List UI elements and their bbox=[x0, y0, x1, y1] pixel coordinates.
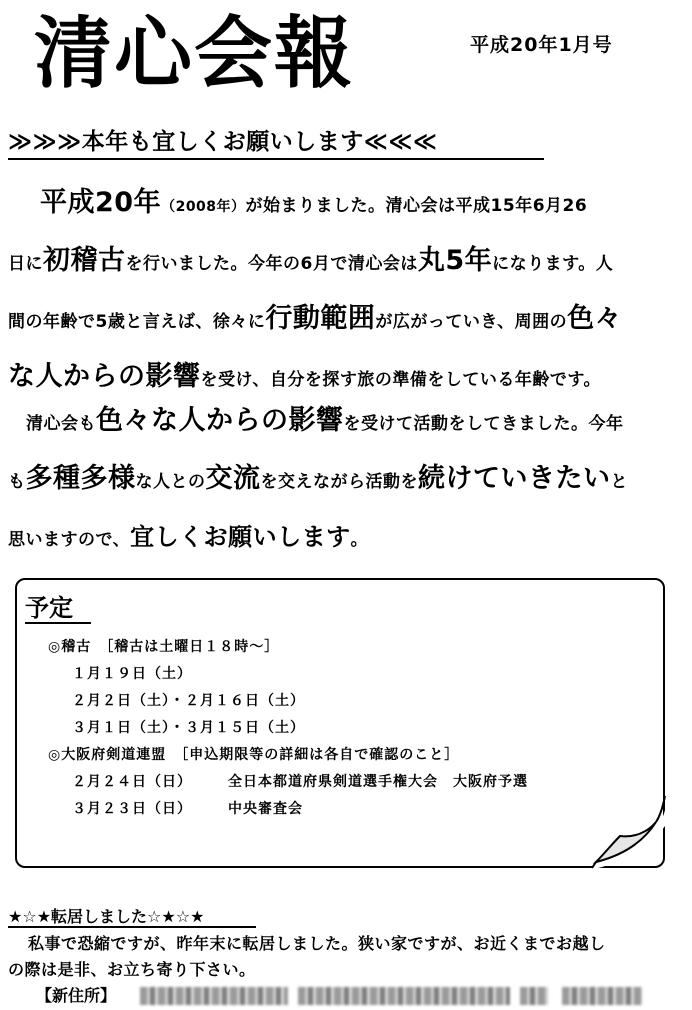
body-text: 思いますので、 bbox=[8, 530, 131, 550]
paragraph-line bbox=[8, 392, 688, 450]
greeting-headline: ≫≫≫本年も宜しくお願いします≪≪≪ bbox=[8, 129, 438, 155]
moving-text: の際は是非、お立ち寄り下さい。 bbox=[8, 960, 256, 979]
emphasis-text: な人からの影響 bbox=[8, 361, 201, 392]
redacted-address-block bbox=[298, 987, 510, 1005]
moving-heading: ★☆★転居しました☆★☆★ bbox=[8, 907, 205, 926]
address-label: 【新住所】 bbox=[36, 986, 117, 1005]
emphasis-text: 行動範囲 bbox=[265, 303, 376, 334]
event-date: ２月２４日（日） bbox=[72, 774, 192, 790]
body-text: と bbox=[610, 472, 628, 492]
redacted-address-block bbox=[562, 987, 642, 1005]
moving-text: 私事で恐縮ですが、昨年末に転居しました。狭い家ですが、お近くまでお越し bbox=[28, 934, 606, 953]
emphasis-text: 交流 bbox=[205, 463, 261, 494]
body-text: 。 bbox=[350, 530, 369, 550]
emphasis-text: 初稽古 bbox=[43, 245, 126, 276]
body-text: を受け、自分を探す旅の準備をしている年齢です。 bbox=[200, 370, 601, 390]
body-text: になります。人 bbox=[492, 254, 614, 274]
paragraph-line bbox=[8, 450, 688, 508]
paragraph-line bbox=[8, 232, 688, 290]
practice-date: １月１９日（土） bbox=[72, 666, 192, 682]
event-date: ３月２３日（日） bbox=[72, 801, 192, 817]
body-text: が始まりました。清心会は平成15年6月26 bbox=[245, 196, 588, 216]
event-name: 中央審査会 bbox=[228, 801, 303, 817]
emphasis-text: 続けていきたい bbox=[418, 463, 611, 494]
page-curl-icon bbox=[590, 792, 668, 872]
emphasis-text: 平成20年 bbox=[40, 187, 162, 218]
emphasis-text: 丸5年 bbox=[417, 245, 493, 276]
emphasis-text: 多種多様 bbox=[25, 463, 136, 494]
redacted-address-block bbox=[520, 987, 548, 1005]
schedule-title-underline bbox=[25, 622, 91, 624]
body-text: も bbox=[8, 472, 26, 492]
body-text: を交えながら活動を bbox=[260, 472, 418, 492]
headline-underline bbox=[8, 158, 544, 160]
emphasis-text: 色々な人からの影響 bbox=[96, 405, 344, 436]
paragraph-line bbox=[8, 174, 688, 232]
paragraph-line bbox=[8, 508, 688, 566]
emphasis-text: 色々 bbox=[567, 303, 623, 334]
body-text: を受けて活動をしてきました。今年 bbox=[343, 414, 624, 434]
emphasis-text: 宜しくお願いします bbox=[130, 523, 351, 551]
moving-heading-underline bbox=[8, 926, 256, 928]
event-name: 全日本都道府県剣道選手権大会 大阪府予選 bbox=[228, 774, 528, 790]
body-text: 間の年齢で5歳と言えば、徐々に bbox=[8, 312, 266, 332]
body-text: 日に bbox=[8, 254, 43, 274]
redacted-address-block bbox=[140, 987, 288, 1005]
federation-heading: ◎大阪府剣道連盟 ［申込期限等の詳細は各自で確認のこと］ bbox=[48, 747, 460, 763]
practice-date: ３月１日（土）・３月１５日（土） bbox=[72, 720, 305, 736]
body-text: な人との bbox=[135, 472, 206, 492]
newsletter-title: 清心会報 bbox=[34, 9, 355, 99]
paragraph-new-year bbox=[8, 174, 688, 406]
body-text: （2008年） bbox=[161, 199, 246, 215]
paragraph-activities bbox=[8, 392, 688, 566]
body-text: が広がっていき、周囲の bbox=[375, 312, 568, 332]
body-text: を行いました。今年の6月で清心会は bbox=[125, 254, 418, 274]
body-text: 清心会も bbox=[26, 414, 96, 434]
paragraph-line bbox=[8, 290, 688, 348]
schedule-title: 予定 bbox=[25, 594, 73, 622]
issue-date: 平成20年1月号 bbox=[470, 34, 613, 56]
practice-heading: ◎稽古 ［稽古は土曜日１８時～］ bbox=[48, 639, 280, 655]
practice-date: ２月２日（土）・２月１６日（土） bbox=[72, 693, 305, 709]
